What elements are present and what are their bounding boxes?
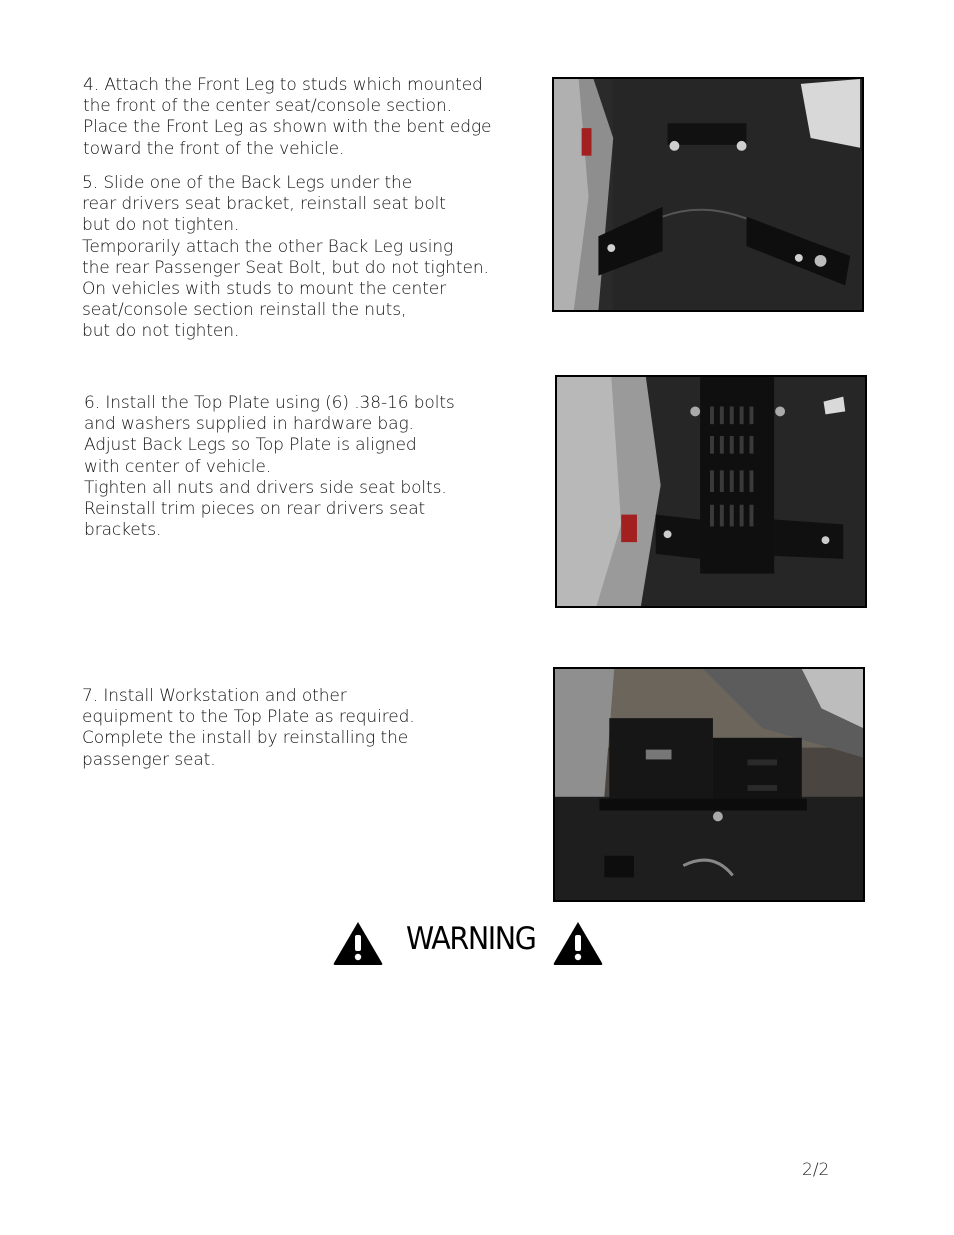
step-6-line: Reinstall trim pieces on rear drivers seat (84, 499, 426, 520)
step-6-line: Tighten all nuts and drivers side seat bolts. (84, 477, 447, 498)
step-5-line: On vehicles with studs to mount the center (82, 279, 447, 300)
step-5-line: Temporarily attach the other Back Leg using (82, 236, 454, 257)
step-6-line: brackets. (84, 520, 162, 541)
front-leg-photo (552, 77, 864, 312)
step-5-line: seat/console section reinstall the nuts, (82, 300, 407, 321)
step-7-line: passenger seat. (82, 749, 216, 770)
step-6-line: Adjust Back Legs so Top Plate is aligned (84, 435, 417, 456)
top-plate-photo (555, 375, 867, 608)
step-5-line: but do not tighten. (82, 321, 240, 342)
step-6-text (84, 393, 455, 541)
step-7-line: Complete the install by reinstalling the (82, 728, 409, 749)
step-6-line: with center of vehicle. (84, 456, 272, 477)
step-5-text (82, 173, 489, 343)
warning-label: WARNING (406, 921, 536, 957)
step-4-line: toward the front of the vehicle. (83, 138, 345, 159)
step-6-line: 6. Install the Top Plate using (6) .38-16 bolts (84, 393, 455, 413)
step-4-line: 4. Attach the Front Leg to studs which mounted (83, 75, 483, 95)
step-4-line: the front of the center seat/console section. (83, 96, 452, 117)
step-6-line: and washers supplied in hardware bag. (84, 414, 414, 435)
step-5-line: the rear Passenger Seat Bolt, but do not tighten. (82, 257, 489, 278)
step-7-line: 7. Install Workstation and other (82, 686, 347, 706)
warning-triangle-icon (332, 920, 384, 966)
step-5-line: rear drivers seat bracket, reinstall seat bolt (82, 194, 446, 215)
step-5-line: 5. Slide one of the Back Legs under the (82, 173, 413, 193)
step-7-text (82, 686, 415, 771)
page-number: 2/2 (802, 1160, 830, 1180)
step-4-line: Place the Front Leg as shown with the bent edge (83, 117, 492, 138)
warning-banner (330, 918, 610, 968)
warning-triangle-icon (552, 920, 604, 966)
step-7-line: equipment to the Top Plate as required. (82, 707, 415, 728)
workstation-photo (553, 667, 865, 902)
step-4-text (83, 75, 491, 160)
step-5-line: but do not tighten. (82, 215, 240, 236)
